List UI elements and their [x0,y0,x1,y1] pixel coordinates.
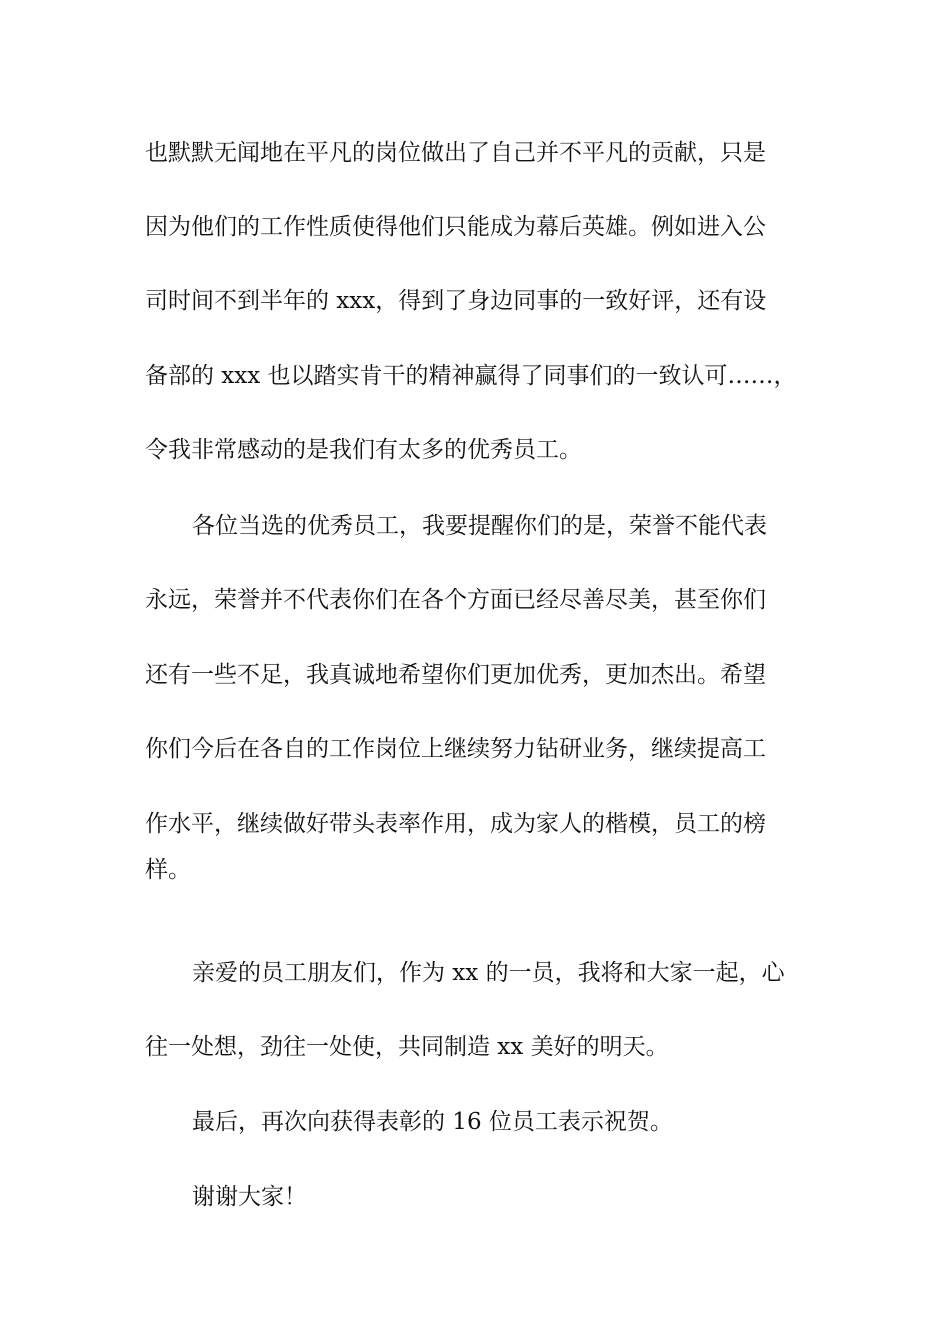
text-line: 往一处想，劲往一处使，共同制造 xx 美好的明天。 [145,1034,669,1060]
text-line: 样。 [145,857,191,883]
paragraph-start-line: 亲爱的员工朋友们，作为 xx 的一员，我将和大家一起，心 [192,960,785,986]
text-line: 备部的 xxx 也以踏实肯干的精神赢得了同事们的一致认可……， [145,363,797,389]
closing-line: 谢谢大家！ [192,1184,307,1210]
text-line: 令我非常感动的是我们有太多的优秀员工。 [145,437,582,463]
text-line: 司时间不到半年的 xxx，得到了身边同事的一致好评，还有设 [145,288,767,314]
text-line: 你们今后在各自的工作岗位上继续努力钻研业务，继续提高工 [145,736,766,762]
text-line: 永远，荣誉并不代表你们在各个方面已经尽善尽美，甚至你们 [145,587,766,613]
text-line: 作水平，继续做好带头表率作用，成为家人的楷模，员工的榜 [145,811,766,837]
paragraph-start-line: 各位当选的优秀员工，我要提醒你们的是，荣誉不能代表 [192,513,767,539]
paragraph-start-line: 最后，再次向获得表彰的 16 位员工表示祝贺。 [192,1109,673,1135]
text-line: 还有一些不足，我真诚地希望你们更加优秀，更加杰出。希望 [145,662,766,688]
text-line: 也默默无闻地在平凡的岗位做出了自己并不平凡的贡献，只是 [145,140,766,166]
text-line: 因为他们的工作性质使得他们只能成为幕后英雄。例如进入公 [145,214,766,240]
